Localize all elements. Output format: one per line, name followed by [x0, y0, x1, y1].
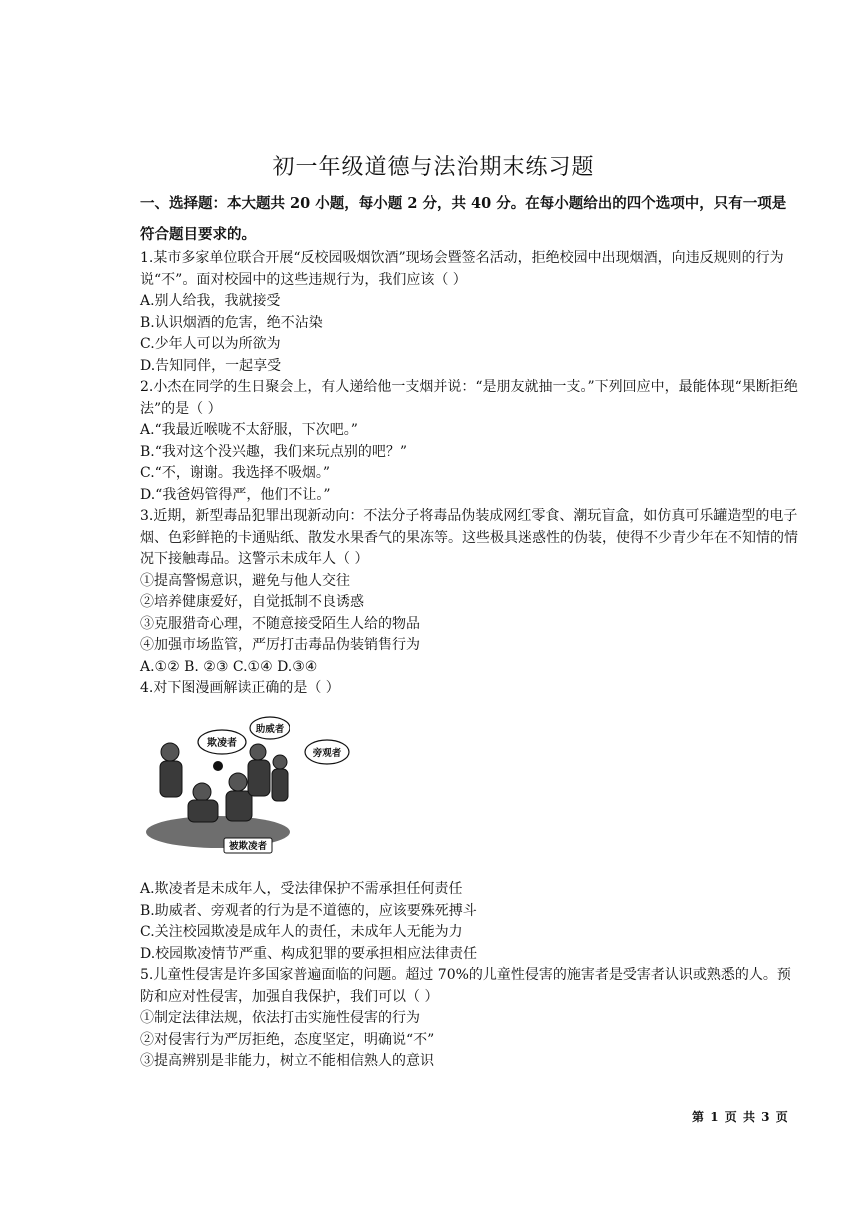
option: D.校园欺凌情节严重、构成犯罪的要承担相应法律责任	[140, 945, 478, 962]
option: ①制定法律法规，依法打击实施性侵害的行为	[140, 1010, 420, 1026]
question-4	[140, 678, 800, 965]
question-stem: 3.近期，新型毒品犯罪出现新动向：不法分子将毒品伪装成网红零食、潮玩盲盒，如仿真可乐罐造型的电子烟、色彩鲜艳的卡通贴纸、散发水果香气的果冻等。这些极具迷惑性的伪装，使得不少青少年在不知情的情况下接触毒品。这警示未成年人（ ）	[140, 508, 798, 567]
option: B.“我对这个没兴趣，我们来玩点别的吧？”	[140, 443, 408, 460]
option: ②培养健康爱好，自觉抵制不良诱惑	[140, 594, 364, 610]
bystander-bubble	[302, 738, 352, 766]
option: A.别人给我，我就接受	[140, 293, 281, 309]
question-stem: 5.儿童性侵害是许多国家普遍面临的问题。超过 70%的儿童性侵害的施害者是受害者认识或熟悉的人。预防和应对性侵害，加强自我保护，我们可以（ ）	[140, 967, 791, 1005]
answer-choices: A.①② B. ②③ C.①④ D.③④	[140, 658, 318, 675]
question-2	[140, 377, 800, 506]
option: ②对侵害行为严厉拒绝，态度坚定，明确说“不”	[140, 1031, 435, 1048]
option: A.“我最近喉咙不太舒服，下次吧。”	[140, 422, 358, 438]
section-heading: 一、选择题：本大题共 20 小题，每小题 2 分，共 40 分。在每小题给出的四个选项中，只有一项是符合题目要求的。	[140, 195, 787, 243]
option: C.少年人可以为所欲为	[140, 336, 281, 352]
option: B.助威者、旁观者的行为是不道德的，应该要殊死搏斗	[140, 902, 477, 919]
option: C.“不，谢谢。我选择不吸烟。”	[140, 465, 330, 481]
option: ④加强市场监管，严厉打击毒品伪装销售行为	[140, 637, 420, 653]
question-3	[140, 506, 800, 678]
question-5	[140, 965, 800, 1073]
option: A.欺凌者是未成年人，受法律保护不需承担任何责任	[140, 881, 463, 897]
question-stem: 4.对下图漫画解读正确的是（ ）	[140, 680, 340, 696]
question-stem: 1.某市多家单位联合开展“反校园吸烟饮酒”现场会暨签名活动，拒绝校园中出现烟酒，向违反规则的行为说“不”。面对校园中的这些违规行为，我们应该（ ）	[140, 250, 784, 288]
label-victim: 被欺凌者	[228, 840, 268, 852]
option: ③提高辨别是非能力，树立不能相信熟人的意识	[140, 1053, 434, 1069]
label-cheerer: 助威者	[255, 723, 285, 735]
question-1	[140, 248, 800, 377]
question-list	[140, 248, 800, 1073]
label-bystander: 旁观者	[312, 748, 342, 759]
option: B.认识烟酒的危害，绝不沾染	[140, 314, 323, 331]
label-bully: 欺凌者	[207, 737, 237, 749]
option: ③克服猎奇心理，不随意接受陌生人给的物品	[140, 615, 420, 632]
option: ①提高警惕意识，避免与他人交往	[140, 572, 350, 589]
question-stem: 2.小杰在同学的生日聚会上，有人递给他一支烟并说：“是朋友就抽一支。”下列回应中，最能体现“果断拒绝法”的是（ ）	[140, 379, 798, 417]
option: D.“我爸妈管得严，他们不让。”	[140, 486, 331, 503]
page-title: 初一年级道德与法治期末练习题	[272, 155, 595, 180]
option: C.关注校园欺凌是成年人的责任，未成年人无能为力	[140, 924, 463, 940]
bullying-cartoon	[140, 714, 290, 854]
option: D.告知同伴，一起享受	[140, 357, 282, 374]
page-footer: 第 1 页 共 3 页	[692, 1110, 788, 1124]
